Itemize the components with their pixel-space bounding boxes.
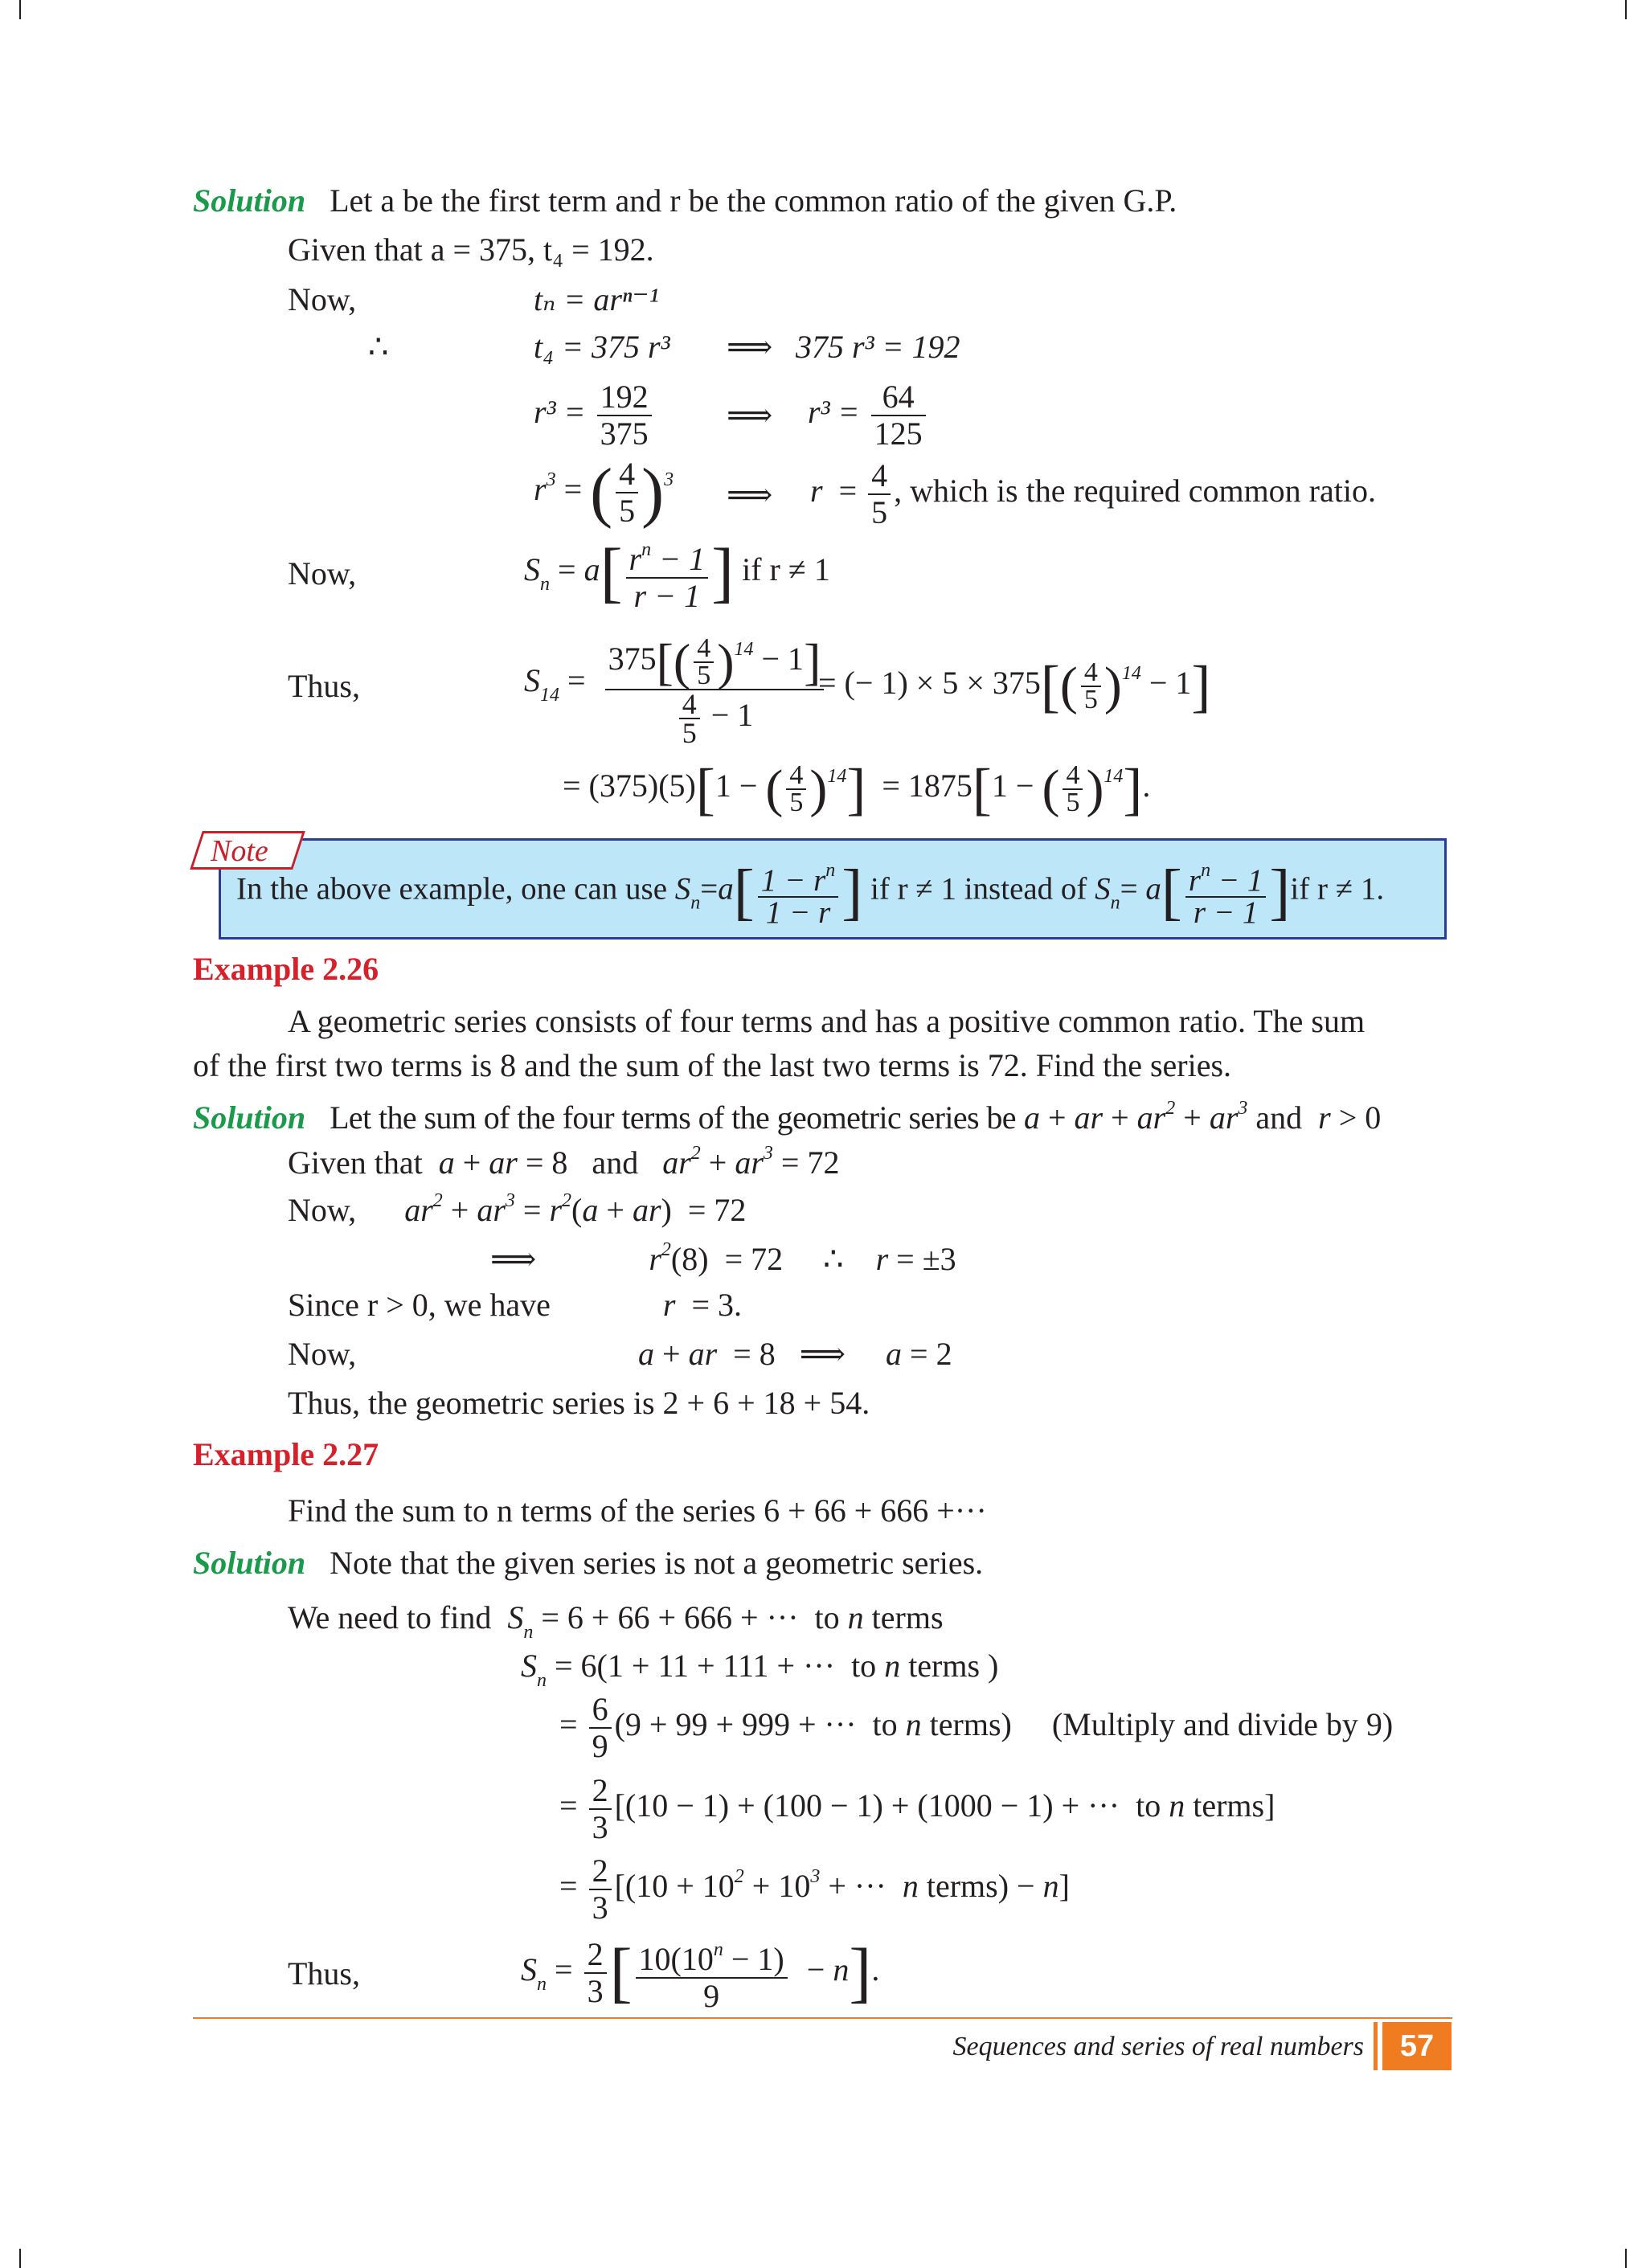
- example-2-26-title: Example 2.26: [193, 951, 379, 987]
- solution-intro: Let a be the first term and r be the common ratio of the given G.P.: [330, 182, 1177, 219]
- crop-mark-top-right: [1625, 0, 1646, 19]
- fraction-192-375: $\frac{192}{375}$: [597, 379, 652, 452]
- t4-equation: t₄ = 375 r³: [534, 329, 670, 365]
- crop-mark-bottom-right: [1625, 2249, 1646, 2268]
- solution-label: Solution: [193, 182, 306, 219]
- tn-formula: tₙ = arⁿ⁻¹: [534, 281, 659, 317]
- s14-fraction: $S_{14}$ = 375[( $\frac{4}{5}$ )$^{14}$ − 1] $\frac{4}{5}$ − 1: [524, 624, 827, 747]
- example-2-27-thus-label: Thus,: [288, 1955, 360, 1992]
- r3-power-line: $r^3$ = ( $\frac{4}{5}$ )$^3$: [534, 455, 674, 530]
- example-2-27-title: Example 2.27: [193, 1436, 379, 1472]
- therefore-symbol: ∴: [368, 329, 389, 365]
- example-2-27-need: We need to find $S_n = 6 + 66 + 666$ + ··· to n terms: [288, 1599, 944, 1643]
- example-2-27-step1: $S_n = 6(1 + 11 + 111$ + ··· to n terms ): [521, 1648, 999, 1691]
- example-2-26-solution-line: Solution Let the sum of the four terms of the geometric series be a + ar + $ar^2 + ar^3$ and r > 0: [193, 1098, 1382, 1136]
- thus-label-1: Thus,: [288, 668, 360, 704]
- implies-arrow-3: ⟹: [727, 477, 773, 513]
- footer-chapter-title: Sequences and series of real numbers: [952, 2032, 1364, 2061]
- example-2-26-now: Now, $ar^2 + ar^3 = r^2(a + ar) = 72$: [288, 1190, 747, 1228]
- note-text: In the above example, one can use $S_n=a$[ $\frac{1 - r^n}{1 - r}$ ] if r ≠ 1 instead of $S_n= a$[ $\frac{r^n - 1}{r - 1}$ ]if r ≠ 1.: [236, 856, 1385, 930]
- page-number-divider: [1374, 2022, 1378, 2070]
- example-2-26-conclusion: Thus, the geometric series is 2 + 6 + 18 + 54.: [288, 1385, 870, 1421]
- example-2-27-step2: = $\frac{6}{9}$ (9 + 99 + 999 + ··· to n terms) (Multiply and divide by 9): [559, 1691, 1394, 1764]
- note-tag-label: Note: [211, 834, 268, 868]
- now-label-1: Now,: [288, 281, 357, 317]
- given-line: Given that a = 375, t₄ = 192.: [288, 231, 654, 268]
- example-2-27-problem: Find the sum to n terms of the series 6 + 66 + 666 +···: [288, 1492, 987, 1529]
- page-number: 57: [1382, 2022, 1452, 2070]
- r3-fraction-right: r³ = $\frac{64}{125}$: [808, 379, 929, 452]
- crop-mark-bottom-left: [0, 2249, 21, 2268]
- example-2-26-now2: Now, a + ar = 8 ⟹ a = 2: [288, 1336, 952, 1372]
- example-2-26-step: ⟹ $r^2(8) = 72$ ∴ r = ±3: [490, 1239, 956, 1277]
- s14-simplified: = (− 1) × 5 × 375[( $\frac{4}{5}$ )$^{14}$ − 1]: [818, 654, 1211, 718]
- example-2-27-result: $S_n$ = $\frac{2}{3}$ [ $\frac{10(10^n - 1)}{9}$ − n].: [521, 1932, 879, 2014]
- implies-arrow-2: ⟹: [727, 397, 773, 433]
- example-2-27-solution-line: Solution Note that the given series is not a geometric series.: [193, 1545, 984, 1581]
- fraction-64-125: $\frac{64}{125}$: [871, 379, 926, 452]
- example-2-26-problem-line1: A geometric series consists of four terms and has a positive common ratio. The sum: [288, 1003, 1366, 1039]
- implies-arrow-1: ⟹: [727, 329, 773, 365]
- t4-result: 375 r³ = 192: [796, 329, 960, 365]
- example-2-26-given: Given that a + ar = 8 and $ar^2 + ar^3 = 72$: [288, 1143, 840, 1181]
- r-result: r = $\frac{4}{5}$ , which is the required common ratio.: [810, 457, 1376, 530]
- sn-formula: $S_n = a$[ $\frac{r^n - 1}{r - 1}$ ] if r ≠ 1: [524, 532, 830, 614]
- solution-line: [193, 182, 1177, 219]
- example-2-27-step3: = $\frac{2}{3}$ [(10 − 1) + (100 − 1) + (1000 − 1) + ··· to n terms]: [559, 1772, 1275, 1845]
- example-2-26-since: Since r > 0, we have r = 3.: [288, 1287, 743, 1323]
- example-2-26-problem-line2: of the first two terms is 8 and the sum of the last two terms is 72. Find the series.: [193, 1047, 1232, 1083]
- r3-fraction-left: r³ = $\frac{192}{375}$: [534, 379, 655, 452]
- now-label-2: Now,: [288, 555, 357, 592]
- s14-final: = (375)(5)[1 − ( $\frac{4}{5}$ )$^{14}$] = 1875[1 − ( $\frac{4}{5}$ )$^{14}$].: [563, 757, 1151, 821]
- crop-mark-top-left: [0, 0, 21, 19]
- footer-rule: [193, 2017, 1452, 2019]
- example-2-27-step4: = $\frac{2}{3}$ [($10 + 10^2 + 10^3$ + ··· n terms) − n]: [559, 1852, 1070, 1926]
